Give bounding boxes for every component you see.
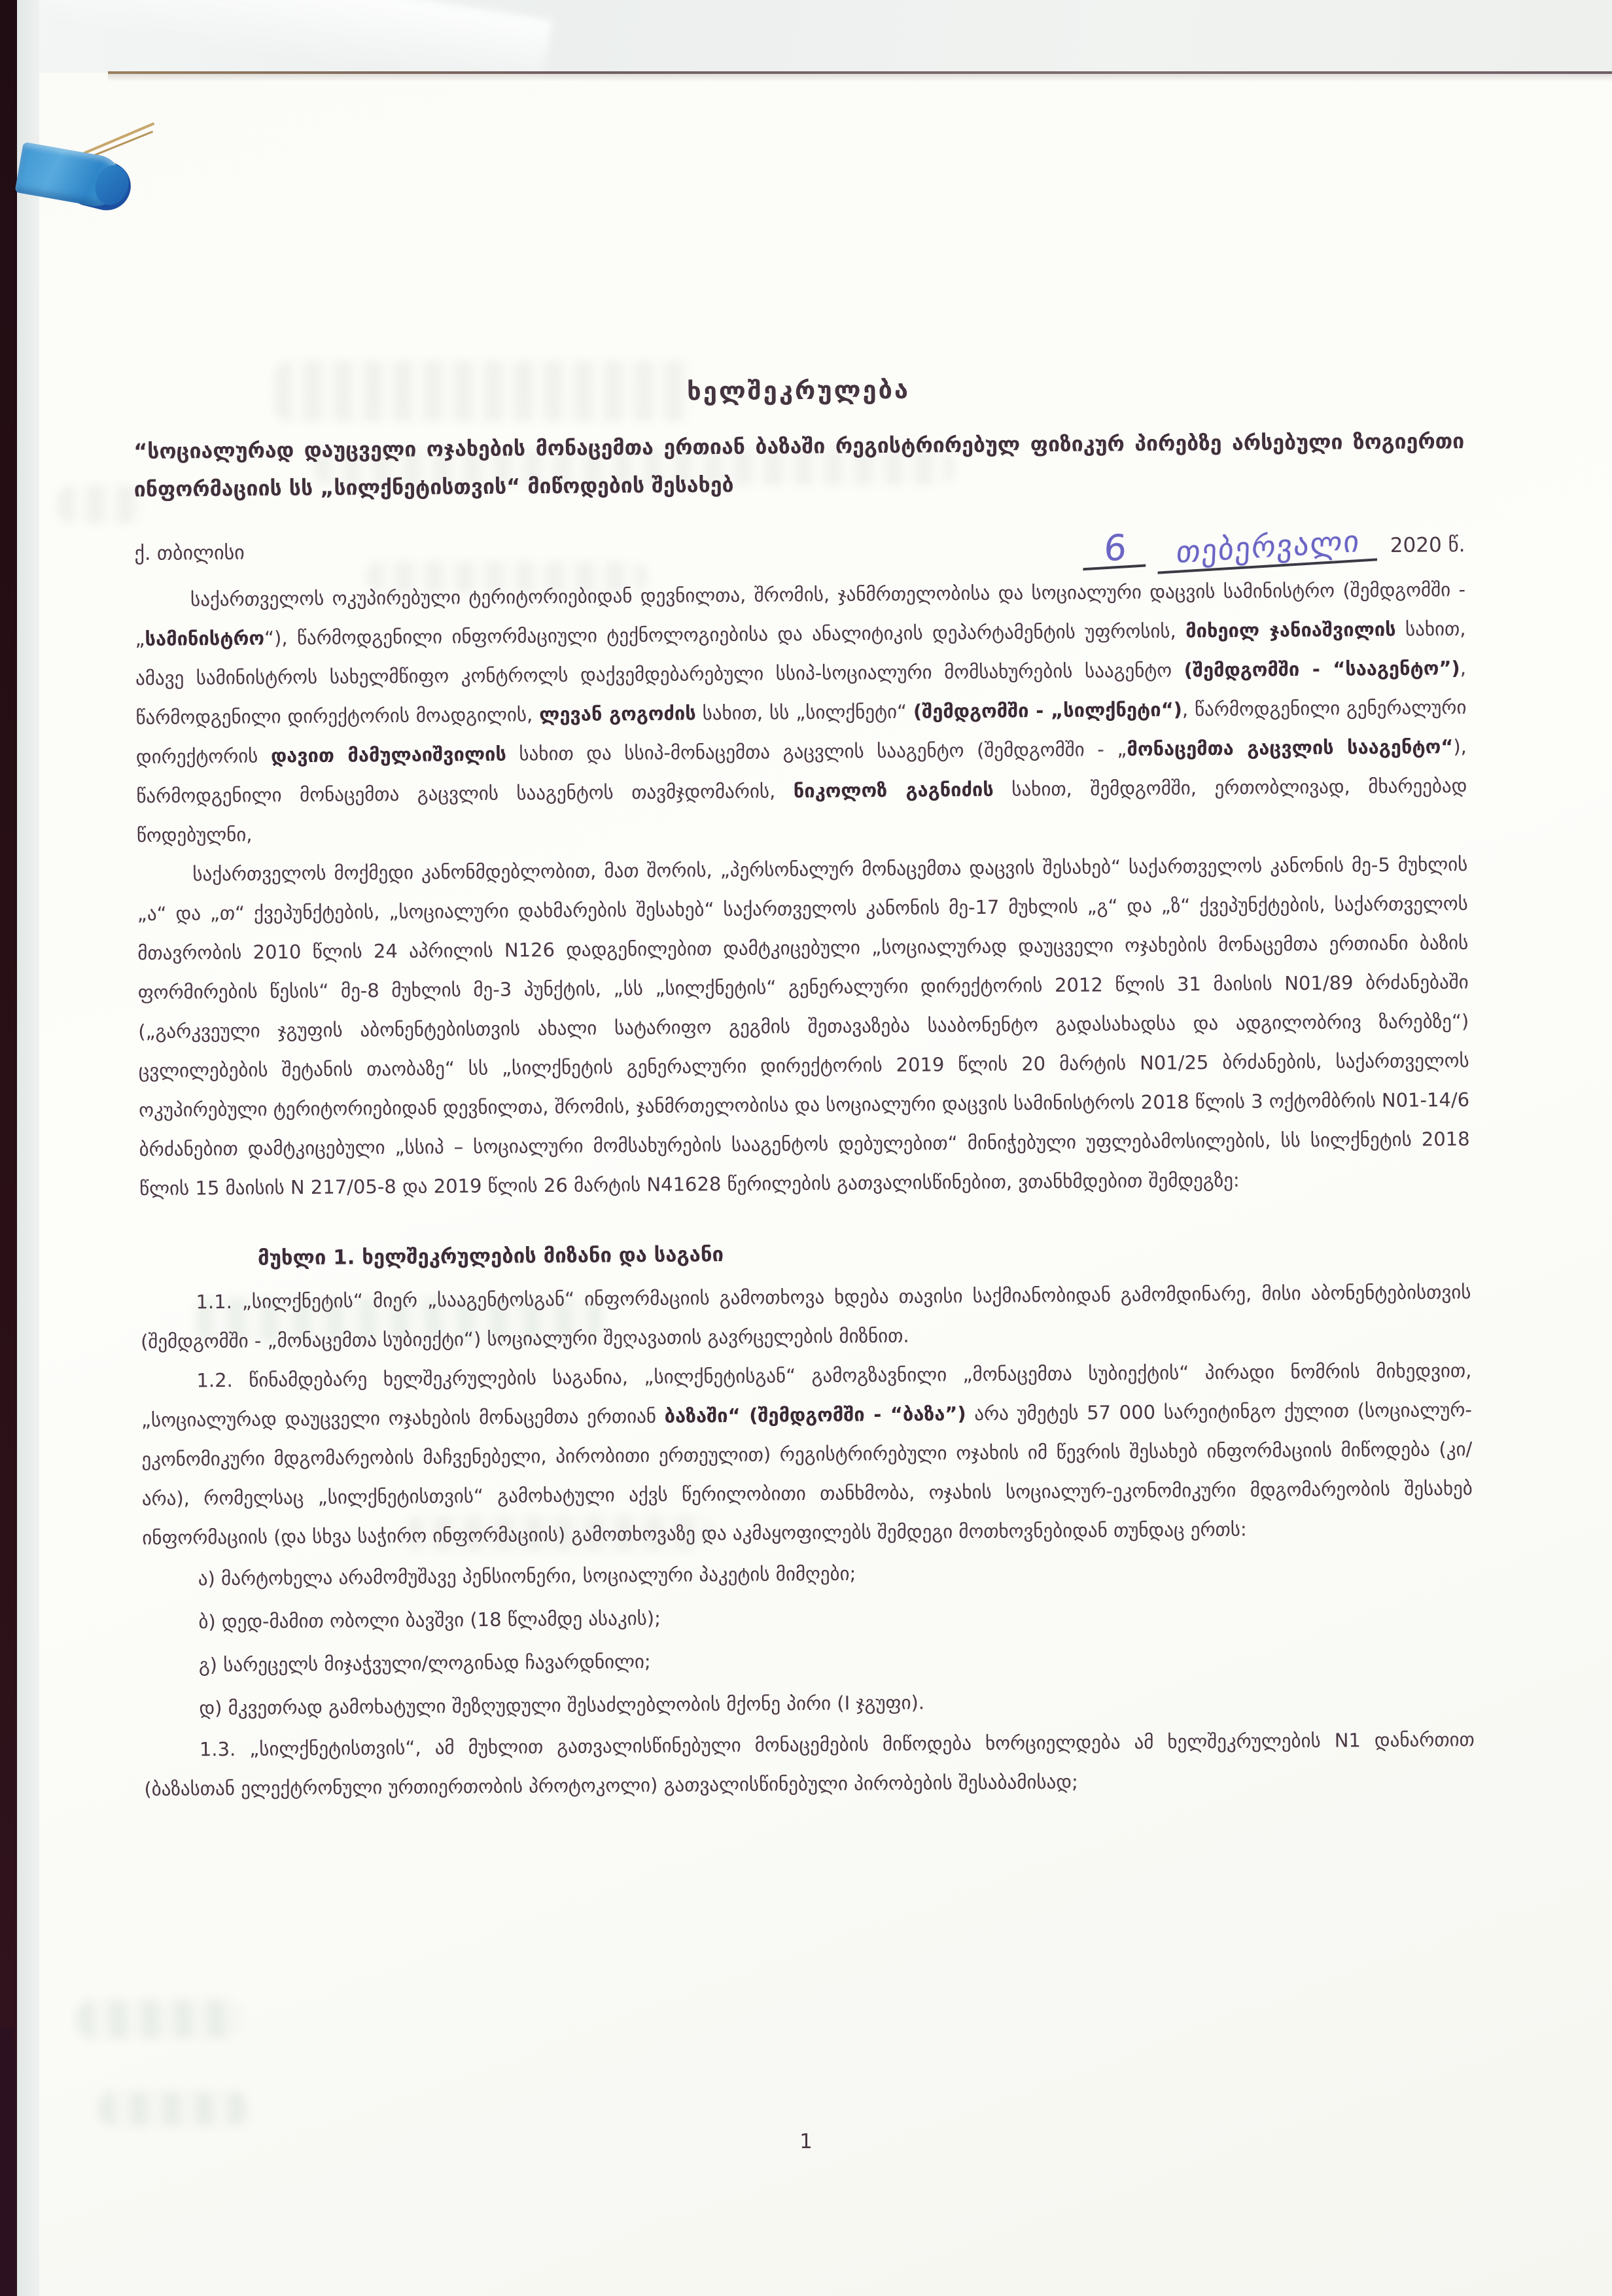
- scan-light-streak: [0, 0, 552, 98]
- clause-1-2-item-a: ა) მარტოხელა არამომუშავე პენსიონერი, სოციალური პაკეტის მიმღები;: [198, 1562, 856, 1590]
- place-date-row: [134, 523, 1465, 574]
- bleed-through-mark: [77, 2000, 241, 2038]
- clause-1-2-item-g: გ) სარეცელს მიჯაჭვული/ლოგინად ჩავარდნილი;: [198, 1650, 651, 1677]
- handwritten-month: თებერვალი: [1158, 523, 1379, 574]
- document-title: ხელშეკრულება: [687, 375, 911, 406]
- scanner-bed-band: [17, 0, 39, 2296]
- bleed-through-mark: [58, 485, 143, 523]
- clause-1-1: 1.1. „სილქნეტის“ მიერ „სააგენტოსგან“ ინფორმაციის გამოთხოვა ხდება თავისი საქმიანობიდან გამომდინარე, მისი აბონენტებისთვის (შემდგომში - „მონაცემთა სუბიექტი“) სოციალური შეღავათის გავრცელების მიზნით.: [140, 1281, 1471, 1353]
- scanner-background: [0, 0, 1612, 73]
- clause-1-3: 1.3. „სილქნეტისთვის“, ამ მუხლით გათვალისწინებული მონაცემების მიწოდება ხორციელდება ამ ხელშეკრულების N1 დანართით (ბაზასთან ელექტრონული ურთიერთობის პროტოკოლი) გათვალისწინებული პირობების შესაბამისად;: [144, 1728, 1475, 1800]
- clause-1-2: 1.2. წინამდებარე ხელშეკრულების საგანია, „სილქნეტისგან“ გამოგზავნილი „მონაცემთა სუბიექტის“ პირადი ნომრის მიხედვით, „სოციალურად დაუცველი ოჯახების მონაცემთა ერთიან ბაზაში“ (შემდგომში - “ბაზა”) არა უმეტეს 57 000 სარეიტინგო ქულით (სოციალურ-ეკონომიკური მდგომარეობის მაჩვენებელი, პირობითი ერთეულით) რეგისტრირებული ოჯახის იმ წევრის შესახებ ინფორმაციის მიწოდება (კი/არა), რომელსაც „სილქნეტისთვის“ გამოხატული აქვს წერილობითი თანხმობა, ოჯახის სოციალურ-ეკონომიკური მდგომარეობის შესახებ ინფორმაციის (და სხვა საჭირო ინფორმაციის) გამოთხოვაზე და აკმაყოფილებს შემდეგი მოთხოვნებიდან თუნდაც ერთს:: [141, 1359, 1473, 1549]
- document-subtitle: “სოციალურად დაუცველი ოჯახების მონაცემთა ერთიან ბაზაში რეგისტრირებულ ფიზიკურ პირებზე არსებული ზოგიერთი ინფორმაციის სს „სილქნეტისთვის“ მიწოდების შესახებ: [133, 428, 1465, 502]
- preamble-legal-basis: საქართველოს მოქმედი კანონმდებლობით, მათ შორის, „პერსონალურ მონაცემთა დაცვის შესახებ“ საქართველოს კანონის მე-5 მუხლის „ა“ და „თ“ ქვეპუნქტების, „სოციალური დახმარების შესახებ“ საქართველოს კანონის მე-17 მუხლის „გ“ და „ზ“ ქვეპუნქტების, საქართველოს მთავრობის 2010 წლის 24 აპრილის N126 დადგენილებით დამტკიცებული „სოციალურად დაუცველი ოჯახების მონაცემთა ერთიანი ბაზის ფორმირების წესის“ მე-8 მუხლის მე-3 პუნქტის, „სს „სილქნეტის“ გენერალური დირექტორის 2012 წლის 31 მაისის N01/89 ბრძანებაში („გარკვეული ჯგუფის აბონენტებისთვის ახალი სატარიფო გეგმის შეთავაზება სააბონენტო გადასახადსა და ადგილობრივ ზარებზე“) ცვლილებების შეტანის თაობაზე“ სს „სილქნეტის გენერალური დირექტორის 2019 წლის 20 მარტის N01/25 ბრძანების, საქართველოს ოკუპირებული ტერიტორიებიდან დევნილთა, შრომის, ჯანმრთელობისა და სოციალური დაცვის სამინისტროს 2018 წლის 3 ოქტომბრის N01-14/6 ბრძანებით დამტკიცებული „სსიპ – სოციალური მომსახურების სააგენტოს დებულებით“ მინიჭებული უფლებამოსილების, სს სილქნეტის 2018 წლის 15 მაისის N 217/05-8 და 2019 წლის 26 მარტის N41628 წერილების გათვალისწინებით, ვთანხმდებით შემდეგზე:: [137, 853, 1470, 1200]
- page-number: 1: [799, 2130, 813, 2153]
- date-year: 2020 წ.: [1390, 533, 1465, 557]
- clause-1-2-item-d: დ) მკვეთრად გამოხატული შეზღუდული შესაძლებლობის მქონე პირი (I ჯგუფი).: [199, 1691, 925, 1720]
- clause-1-2-item-b: ბ) დედ-მამით ობოლი ბავშვი (18 წლამდე ასაკის);: [198, 1607, 661, 1633]
- article1-heading: მუხლი 1. ხელშეკრულების მიზანი და საგანი: [257, 1242, 724, 1270]
- page-top-shadow: [108, 74, 1612, 82]
- document-content: [133, 366, 1475, 1809]
- date-group: [1084, 525, 1465, 569]
- bleed-through-mark: [98, 2092, 249, 2126]
- place-city: ქ. თბილისი: [134, 541, 245, 566]
- preamble-parties: საქართველოს ოკუპირებული ტერიტორიებიდან დევნილთა, შრომის, ჯანმრთელობისა და სოციალური დაცვის სამინისტრო (შემდგომში - „სამინისტრო“), წარმოდგენილი ინფორმაციული ტექნოლოგიებისა და ანალიტიკის დეპარტამენტის უფროსის, მიხეილ ჯანიაშვილის სახით, ამავე სამინისტროს სახელმწიფო კონტროლს დაქვემდებარებული სსიპ-სოციალური მომსახურების სააგენტო (შემდგომში - “სააგენტო”), წარმოდგენილი დირექტორის მოადგილის, ლევან გოგოძის სახით, სს „სილქნეტი“ (შემდგომში - „სილქნეტი“), წარმოდგენილი გენერალური დირექტორის დავით მამულაიშვილის სახით და სსიპ-მონაცემთა გაცვლის სააგენტო (შემდგომში - „მონაცემთა გაცვლის სააგენტო“), წარმოდგენილი მონაცემთა გაცვლის სააგენტოს თავმჯდომარის, ნიკოლოზ გაგნიძის სახით, შემდგომში, ერთობლივად, მხარეებად წოდებულნი,: [135, 578, 1467, 847]
- handwritten-day: 6: [1083, 530, 1148, 570]
- binder-ribbon: [18, 143, 133, 221]
- scan-left-edge: [0, 0, 17, 2296]
